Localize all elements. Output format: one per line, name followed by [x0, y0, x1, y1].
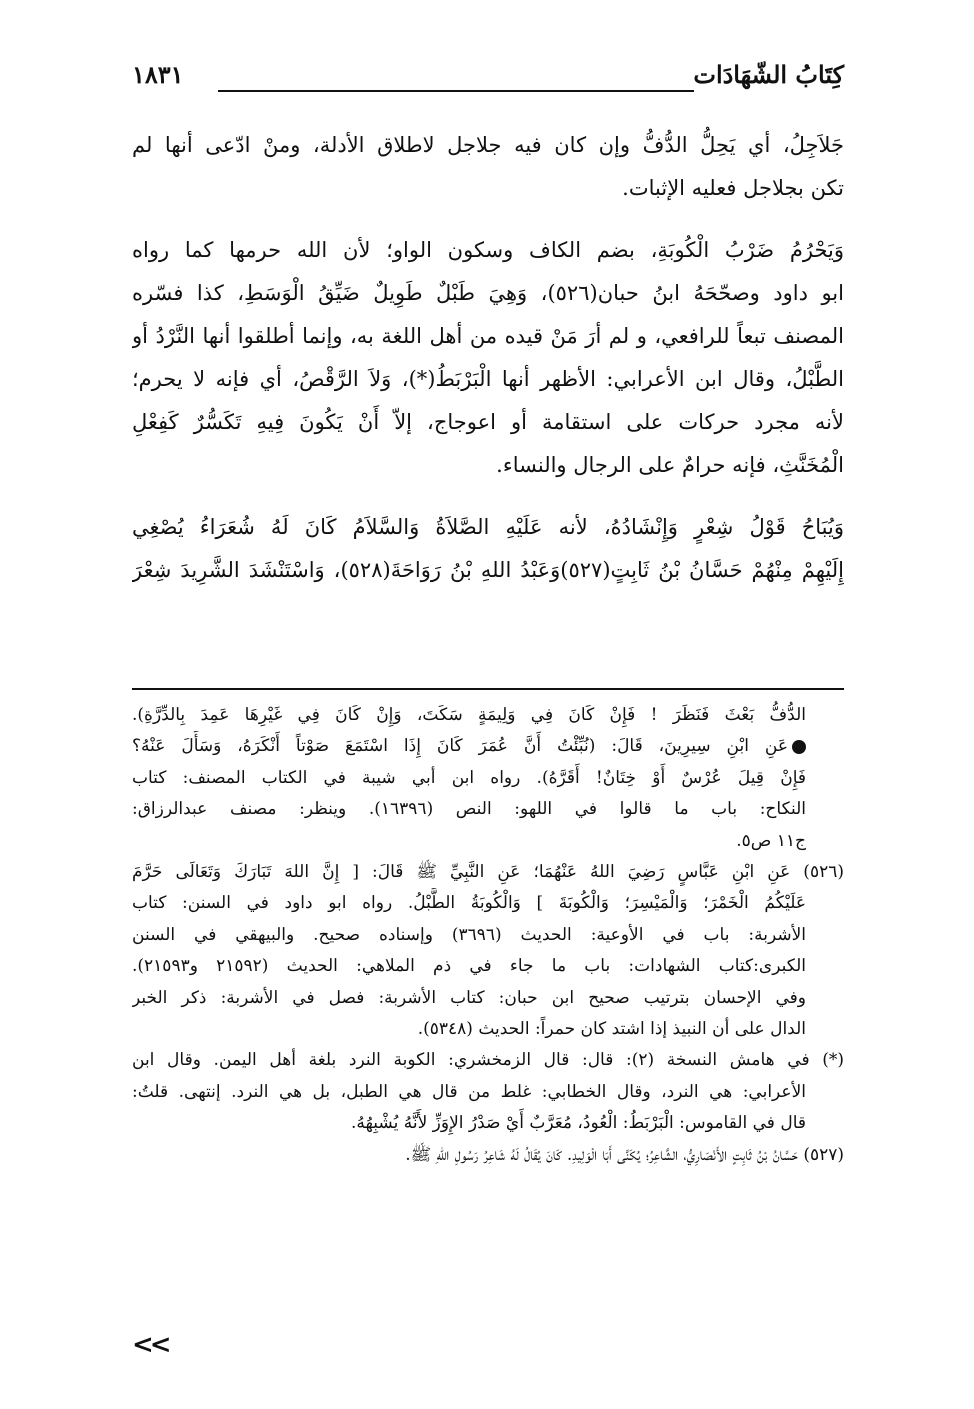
footnote-line: النكاح: باب ما قالوا في اللهو: النص (١٦٣٩٦). وينظر: مصنف عبدالرزاق: — [132, 799, 807, 820]
running-header — [132, 58, 844, 102]
text-line: ابو داود وصحّحَهُ ابنُ حبان(٥٢٦)، وَهِيَ طَبْلٌ طَوِيلٌ ضَيِّقُ الْوَسَطِ، كذا فسّره — [132, 281, 844, 305]
text-line: الطَّبْلُ، وقال ابن الأعرابي: الأظهر أنها الْبَرْبَطُ(*)، وَلاَ الرَّقْصُ، أي فإنه لا يحرم؛ — [132, 367, 844, 391]
footnote-line: فَإِنْ قِيلَ عُرْسٌ أَوْ خِتَانٌ! أَقَرَّهُ). رواه ابن أبي شيبة في الكتاب المصنف: كتاب — [132, 767, 806, 788]
header-rule — [218, 90, 694, 92]
continuation-marks: << — [132, 1330, 168, 1360]
footnote-line: عَلَيْكُمُ الْخَمْرَ؛ وَالْمَيْسِرَ؛ وَالْكُوبَةَ ] وَالْكُوبَةُ الطَّبْلُ. رواه ابو داود في السنن: كتاب — [132, 893, 806, 914]
text-line: جَلاَجِلُ، أي يَحِلُّ الدُّفُّ وإن كان فيه جلاجل لاطلاق الأدلة، ومنْ ادّعى أنها لم — [132, 133, 844, 157]
footnote-line: الأشربة: باب في الأوعية: الحديث (٣٦٩٦) وإسناده صحيح. والبيهقي في السنن — [132, 924, 806, 945]
text-line: تكن بجلاجل فعليه الإثبات. — [622, 176, 844, 200]
text-line: لأنه مجرد حركات على استقامة أو اعوجاج، إلاّ أَنْ يَكُونَ فِيهِ تَكَسُّرٌ كَفِعْلِ — [132, 410, 844, 434]
footnote-line: الدُّفُّ بَعْثَ فَنَظَرَ ! فَإِنْ كَانَ فِي وَلِيمَةٍ سَكَتَ، وَإِنْ كَانَ فِي غَيْرِهَا عَمِدَ بِالدِّرَّةِ). — [132, 705, 806, 725]
footnote-line: الدال على أن النبيذ إذا اشتد كان حمراً: الحديث (٥٣٤٨). — [417, 1019, 806, 1040]
footnote-line: قال في القاموس: الْبَرْبَطُ: الْعُودُ، مُعَرَّبٌ أَيْ صَدْرُ الإِوَزِّ لأَنَّهُ يُشْبِهُهُ. — [350, 1113, 806, 1134]
chapter-title: كِتَابُ الشّهَادَات — [693, 60, 844, 89]
text-line: إِلَيْهِمْ مِنْهُمْ حَسَّانُ بْنُ ثَابِتٍ(٥٢٧)وَعَبْدُ اللهِ بْنُ رَوَاحَةَ(٥٢٨)، وَاسْتَنْشَدَ الشَّرِيدَ شِعْرَ — [132, 558, 844, 582]
footnote-line: (٥٢٦) عَنِ ابْنِ عَبَّاسٍ رَضِيَ اللهُ عَنْهُمَا؛ عَنِ النَّبِيِّ ﷺ قَالَ: [ إِنَّ اللهَ تَبَارَكَ وَتَعَالَى حَرَّمَ — [132, 862, 844, 883]
text-line: المصنف تبعاً للرافعي، و لم أرَ مَنْ قيده من أهل اللغة به، وإنما أطلقوا أنها النَّرْدُ أو — [132, 324, 844, 348]
bullet-icon — [792, 740, 806, 754]
footnote-text: عَنِ ابْنِ سِيرِينَ، قَالَ: (نُبِّئْتُ أَنَّ عُمَرَ كَانَ إِذَا اسْتَمَعَ صَوْتاً أَنْكَرَهُ، وَسَأَلَ عَنْهُ؟ — [132, 736, 788, 757]
footnote-line: الأعرابي: هي النرد، وقال الخطابي: غلط من قال هي الطبل، بل هي النرد. إنتهى. قلتُ: — [132, 1081, 806, 1102]
footnotes — [132, 700, 844, 1171]
footnote-line: (٥٢٧) حَسَّانُ بْنُ ثَابِتٍ الأَنْصَارِيُّ، الشَّاعِرُ؛ يُكَنَّى أَبَا الْوَلِيدِ. كَانَ يُقَالُ لَهُ شَاعِرُ رَسُولِ اللهِ ﷺ. — [405, 1144, 844, 1165]
text-line: الْمُخَنَّثِ، فإنه حرامٌ على الرجال والنساء. — [496, 453, 844, 477]
footnote-line: (*) في هامش النسخة (٢): قال: قال الزمخشري: الكوبة النرد بلغة أهل اليمن. وقال ابن — [132, 1050, 844, 1071]
text-line: وَيَحْرُمُ ضَرْبُ الْكُوبَةِ، بضم الكاف وسكون الواو؛ لأن الله حرمها كما رواه — [132, 238, 844, 262]
main-text — [132, 124, 844, 611]
paragraph-3 — [132, 506, 844, 592]
footnote-line: وفي الإحسان بترتيب صحيح ابن حبان: كتاب الأشربة: فصل في الأشربة: ذكر الخبر — [132, 987, 806, 1008]
paragraph-1 — [132, 124, 844, 210]
footnote-separator — [132, 688, 844, 690]
text-line: وَيُبَاحُ قَوْلُ شِعْرٍ وَإِنْشَادُهُ، لأنه عَلَيْهِ الصَّلاَةُ وَالسَّلاَمُ كَانَ لَهُ شُعَرَاءُ يُصْغِي — [132, 515, 844, 539]
paragraph-2 — [132, 229, 844, 487]
page-number: ١٨٣١ — [132, 60, 184, 89]
footnote-line: الكبرى:كتاب الشهادات: باب ما جاء في ذم الملاهي: الحديث (٢١٥٩٢ و٢١٥٩٣). — [132, 956, 806, 977]
footnote-line — [132, 731, 844, 762]
footnote-line: ج١١ ص٥. — [736, 830, 806, 851]
